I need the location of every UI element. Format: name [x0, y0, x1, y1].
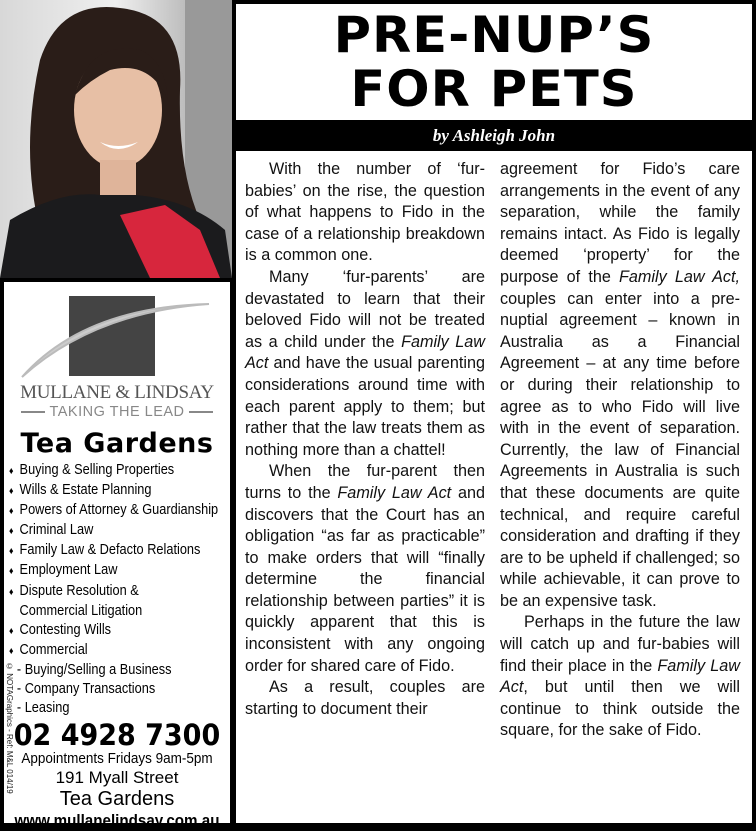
- bullet-icon: ♦: [9, 466, 14, 477]
- bullet-icon: ♦: [9, 645, 14, 657]
- service-item: [9, 561, 203, 581]
- article-paragraph: As a result, couples are starting to document their: [245, 678, 485, 718]
- headline-line-1: PRE-NUP’S: [333, 6, 655, 64]
- service-item: [9, 661, 203, 680]
- headline-line-2: FOR PETS: [350, 60, 638, 118]
- service-label: Dispute Resolution &: [19, 582, 139, 599]
- firm-tagline: [4, 404, 230, 420]
- service-label: Criminal Law: [19, 522, 94, 539]
- website-link[interactable]: www.mullanelindsay.com.au: [14, 812, 220, 831]
- bullet-icon: ♦: [9, 486, 14, 498]
- phone-number[interactable]: 02 4928 7300: [13, 718, 221, 753]
- firm-name: MULLANE & LINDSAY: [20, 382, 214, 403]
- service-label: Buying & Selling Properties: [19, 462, 175, 478]
- service-label: Powers of Attorney & Guardianship: [19, 502, 219, 519]
- byline: by Ashleigh John: [432, 126, 556, 145]
- design-credit: © NOTAGraphics - Ref: M&L 014/19: [5, 662, 14, 794]
- article-column-2: [500, 159, 740, 742]
- article-paragraph: When the fur-parent then turns to the Family Law Act and discovers that the Court has an obligation “as far as practicable” to make orders that will “finally determine the financial relationship between parties” it is quickly apparent that this is inconsistent with any ongoing order for shared care of Fido.: [245, 462, 486, 675]
- article-column-1: [245, 159, 485, 720]
- bullet-icon: ♦: [9, 586, 14, 598]
- portrait-illustration: [0, 0, 232, 278]
- service-label: Commercial: [19, 641, 88, 658]
- service-label: - Leasing: [16, 700, 70, 717]
- article-paragraph: Many ‘fur-parents’ are devastated to learn that their beloved Fido will not be treated as a child under the Family Law Act and have the usual parenting considerations around time with each parent apply to them; but rather that the law treats them as nothing more than a chattel!: [245, 267, 485, 459]
- appointment-hours: Appointments Fridays 9am-5pm: [21, 750, 213, 768]
- service-item: [9, 680, 203, 699]
- service-label: Family Law & Defacto Relations: [19, 542, 201, 559]
- services-list: [9, 461, 230, 718]
- service-label: Contesting Wills: [19, 621, 112, 638]
- author-photo: [0, 0, 232, 278]
- service-label: - Company Transactions: [16, 681, 156, 698]
- town: Tea Gardens: [59, 788, 175, 811]
- law-firm-advertisement: [4, 282, 230, 831]
- service-label: Employment Law: [19, 562, 118, 579]
- logo-swoosh: [4, 282, 230, 382]
- office-location: Tea Gardens: [20, 428, 214, 459]
- service-item: [9, 541, 203, 561]
- bullet-icon: ♦: [9, 625, 14, 637]
- firm-logo: [4, 282, 230, 382]
- service-item: [9, 699, 203, 718]
- street-address: 191 Myall Street: [55, 768, 179, 788]
- bullet-icon: ♦: [9, 506, 14, 518]
- service-label: Wills & Estate Planning: [19, 482, 152, 499]
- service-item: [9, 641, 203, 661]
- article-paragraph: agreement for Fido’s care arrangements in the event of any separation, while the family remains intact. As Fido is legally deemed ‘property’ for the purpose of the Family Law Act, couples can enter into a pre-nuptial agreement – known in Australia as a Financial Agreement – at any time before or during their relationship to agree as to who Fido will live with in the event of separation. Currently, the law of Financial Agreements in Australia is such that these documents are quite technical, and require careful consideration and drafting if they are to be upheld if challenged; so while achievable, it can prove to be an expensive task.: [500, 160, 740, 610]
- article-paragraph: Perhaps in the future the law will catch up and fur-babies will find their place in the Family Law Act, but until then we will continue to think outside the square, for the sake of Fido.: [500, 613, 740, 740]
- service-item: [9, 582, 203, 602]
- bullet-icon: ♦: [9, 546, 14, 558]
- bullet-icon: ♦: [9, 526, 14, 538]
- service-item: [9, 481, 203, 501]
- article-body: [236, 151, 752, 823]
- tagline-text: TAKING THE LEAD: [49, 404, 185, 420]
- service-label: Commercial Litigation: [19, 602, 143, 619]
- headline: [231, 4, 756, 116]
- headline-box: [236, 4, 752, 120]
- service-label: - Buying/Selling a Business: [16, 661, 172, 678]
- article-paragraph: With the number of ‘fur-babies’ on the rise, the question of what happens to Fido in the case of a relationship breakdown is a common one.: [245, 160, 485, 265]
- service-item: [9, 621, 203, 641]
- service-item: [9, 521, 203, 541]
- bullet-icon: ♦: [9, 566, 14, 578]
- service-item: [9, 461, 203, 481]
- service-item: [9, 602, 203, 621]
- service-item: [9, 501, 219, 521]
